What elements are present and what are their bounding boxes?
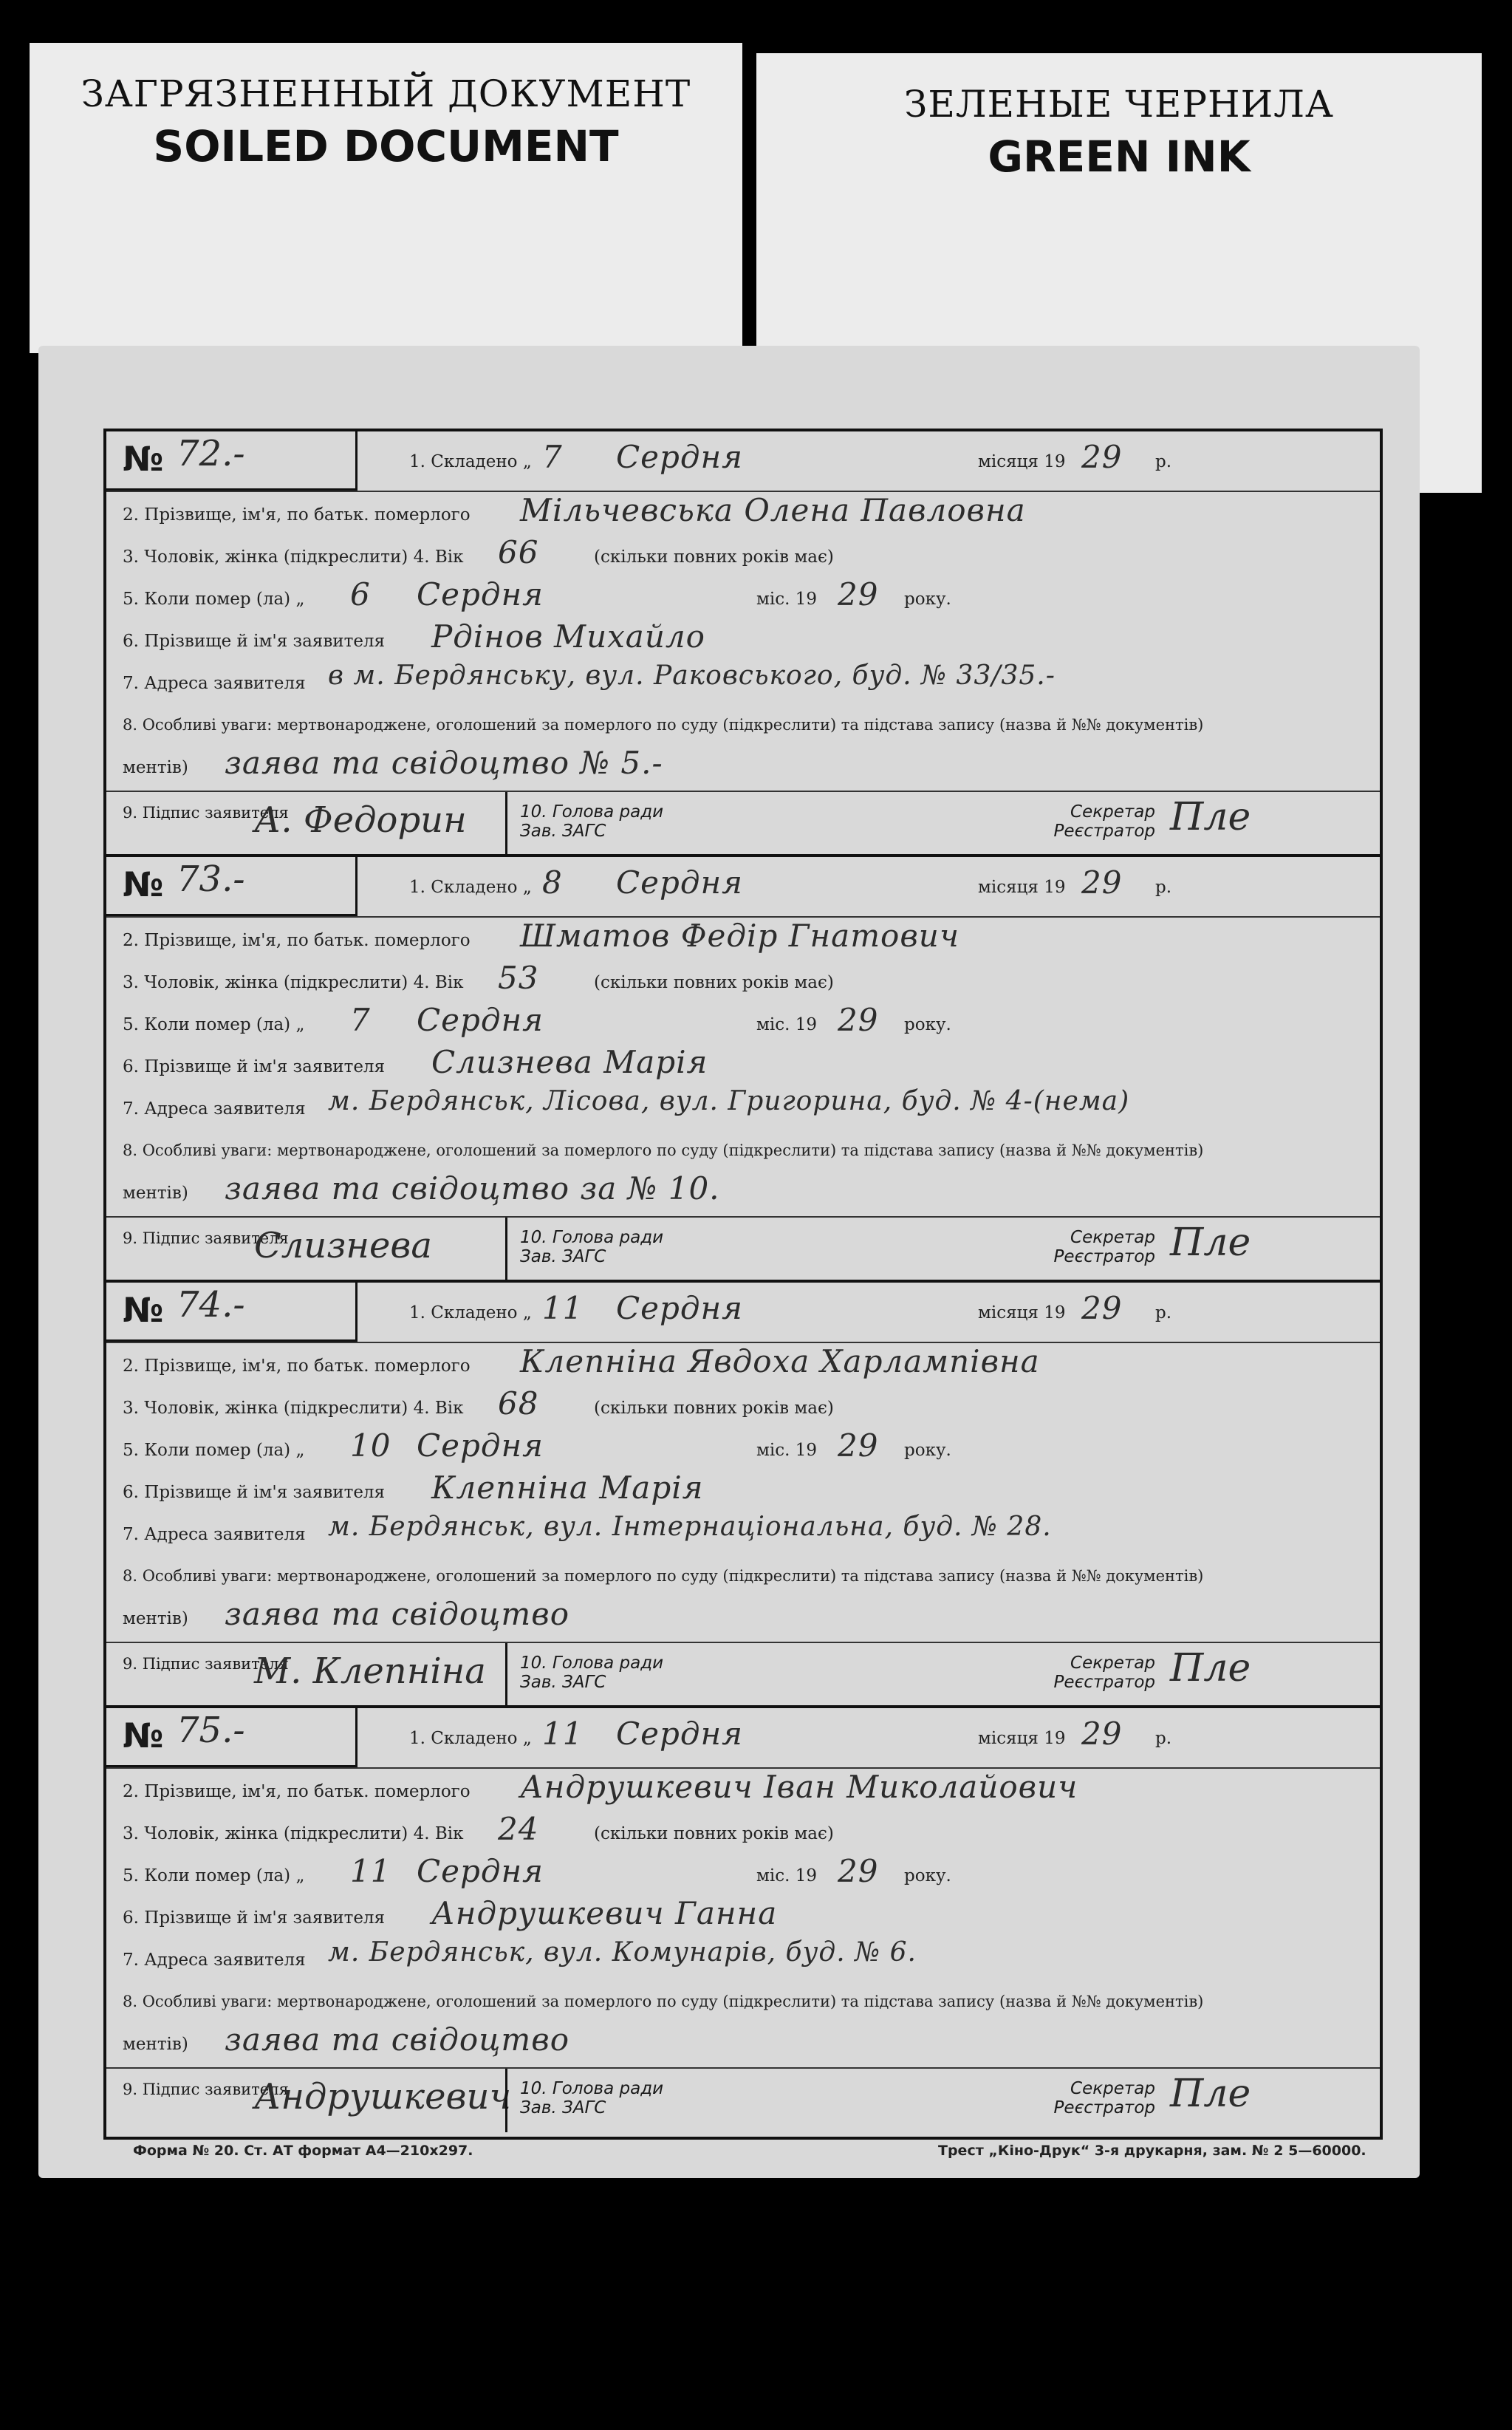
row-deceased-name (106, 1345, 1380, 1387)
death-month: Сердня (417, 576, 544, 612)
applicant-label: 6. Прізвище й ім'я заявителя (123, 1057, 386, 1076)
applicant-label: 6. Прізвище й ім'я заявителя (123, 1483, 386, 1502)
deceased-name-label: 2. Прізвище, ім'я, по батьк. померлого (123, 1356, 471, 1376)
row-death-date (106, 578, 1380, 620)
row-applicant (106, 1045, 1380, 1088)
row-address (106, 662, 1380, 704)
death-year: 29 (838, 1853, 879, 1889)
row-signatures (106, 792, 1380, 856)
registrar-signature: Пле (1170, 2072, 1251, 2116)
head-label (520, 1228, 663, 1266)
notes-value: заява та свідоцтво за № 10. (225, 1170, 720, 1207)
deceased-name-label: 2. Прізвище, ім'я, по батьк. померлого (123, 505, 471, 525)
head-label-a: 10. Голова ради (520, 802, 664, 822)
secretary-label-a: Секретар (1070, 1228, 1155, 1247)
head-label (520, 2079, 663, 2117)
death-record (106, 1283, 1380, 1708)
number-sign: № (123, 1716, 164, 1755)
row-deceased-name (106, 1770, 1380, 1812)
number-sign: № (123, 1290, 164, 1330)
death-register-form (103, 429, 1383, 2140)
age-value: 24 (498, 1811, 539, 1847)
deceased-name-label: 2. Прізвище, ім'я, по батьк. померлого (123, 931, 471, 950)
applicant-name: Андрушкевич Ганна (431, 1895, 778, 1931)
compiled-month: Сердня (616, 1716, 743, 1752)
address-label: 7. Адреса заявителя (123, 1525, 306, 1544)
death-day: 7 (350, 1002, 371, 1038)
applicant-signature: М. Клепніна (254, 1651, 486, 1692)
age-value: 68 (498, 1385, 539, 1422)
register-sheet (38, 346, 1420, 2178)
row-sex-age (106, 961, 1380, 1003)
label-ru-text: ЗЕЛЕНЫЕ ЧЕРНИЛА (904, 83, 1334, 126)
head-label-b: Зав. ЗАГС (520, 822, 606, 841)
age-value: 53 (498, 960, 539, 996)
row-compiled (106, 1717, 1380, 1759)
row-applicant (106, 1897, 1380, 1939)
notes-label: 8. Особливі уваги: мертвонароджене, оголошений за померлого по суду (підкреслити) та підстава запису (назва й №№ документів) (123, 716, 1204, 734)
compiled-day: 8 (542, 864, 563, 901)
death-record (106, 857, 1380, 1283)
row-compiled (106, 440, 1380, 482)
applicant-signature: А. Федорин (254, 799, 467, 841)
notes-label-cont: ментів) (123, 1184, 188, 1203)
death-month-label: міс. 19 (756, 1441, 818, 1460)
form-footer-left: Форма № 20. Ст. АТ формат А4—210х297. (133, 2143, 473, 2159)
deceased-name: Шматов Федір Гнатович (520, 918, 959, 954)
year-suffix: р. (1155, 452, 1172, 471)
head-label (520, 1653, 663, 1692)
registrar-signature: Пле (1170, 1221, 1251, 1265)
month-word-label: місяця 19 (978, 878, 1066, 897)
death-record (106, 1708, 1380, 2134)
row-address (106, 1088, 1380, 1130)
compiled-day: 7 (542, 439, 563, 475)
row-sex-age (106, 1387, 1380, 1429)
applicant-address: м. Бердянськ, вул. Інтернаціональна, буд. № 28. (328, 1512, 1052, 1542)
notes-label-cont: ментів) (123, 2035, 188, 2054)
compiled-year: 29 (1081, 439, 1123, 475)
row-sex-age (106, 536, 1380, 578)
death-record (106, 431, 1380, 857)
soiled-document-label (30, 43, 742, 353)
sex-age-label: 3. Чоловік, жінка (підкреслити) 4. Вік (123, 1399, 464, 1418)
head-label-a: 10. Голова ради (520, 2079, 664, 2098)
row-signatures (106, 1643, 1380, 1707)
compiled-label: 1. Складено „ (409, 452, 532, 471)
row-notes (106, 2023, 1380, 2065)
secretary-label (1030, 2079, 1155, 2117)
month-word-label: місяця 19 (978, 1729, 1066, 1748)
row-death-date (106, 1854, 1380, 1897)
secretary-label-a: Секретар (1070, 2079, 1155, 2098)
registrar-signature: Пле (1170, 1646, 1251, 1690)
compiled-day: 11 (542, 1290, 584, 1326)
deceased-name: Мільчевська Олена Павловна (520, 492, 1026, 528)
notes-label-cont: ментів) (123, 758, 188, 777)
address-label: 7. Адреса заявителя (123, 674, 306, 693)
applicant-address: м. Бердянськ, Лісова, вул. Григорина, буд. № 4-(нема) (328, 1086, 1130, 1116)
death-date-label: 5. Коли помер (ла) „ (123, 1866, 305, 1885)
secretary-label-b: Реєстратор (1053, 2098, 1155, 2117)
row-address (106, 1513, 1380, 1555)
notes-label-cont: ментів) (123, 1609, 188, 1628)
death-year-suffix: року. (904, 1441, 951, 1460)
secretary-label (1030, 1653, 1155, 1692)
registrar-signature: Пле (1170, 795, 1251, 839)
sex-age-label: 3. Чоловік, жінка (підкреслити) 4. Вік (123, 1824, 464, 1843)
applicant-address: м. Бердянськ, вул. Комунарів, буд. № 6. (328, 1937, 917, 1967)
record-number: 74.- (177, 1284, 245, 1325)
death-year-suffix: року. (904, 1866, 951, 1885)
secretary-label (1030, 802, 1155, 841)
month-word-label: місяця 19 (978, 452, 1066, 471)
row-deceased-name (106, 919, 1380, 961)
head-label-a: 10. Голова ради (520, 1228, 664, 1247)
row-compiled (106, 1291, 1380, 1334)
death-month-label: міс. 19 (756, 1015, 818, 1034)
death-month-label: міс. 19 (756, 590, 818, 609)
applicant-name: Клепніна Марія (431, 1470, 704, 1506)
death-month: Сердня (417, 1853, 544, 1889)
row-death-date (106, 1003, 1380, 1045)
head-label (520, 802, 663, 841)
compiled-year: 29 (1081, 1290, 1123, 1326)
row-notes-header (106, 1130, 1380, 1172)
year-suffix: р. (1155, 1729, 1172, 1748)
compiled-year: 29 (1081, 1716, 1123, 1752)
secretary-label (1030, 1228, 1155, 1266)
row-applicant (106, 1471, 1380, 1513)
row-notes (106, 1597, 1380, 1639)
death-year: 29 (838, 1427, 879, 1464)
head-label-a: 10. Голова ради (520, 1653, 664, 1673)
notes-label: 8. Особливі уваги: мертвонароджене, оголошений за померлого по суду (підкреслити) та підстава запису (назва й №№ документів) (123, 1567, 1204, 1585)
death-date-label: 5. Коли помер (ла) „ (123, 1015, 305, 1034)
age-note: (скільки повних років має) (594, 547, 834, 567)
record-number: 72.- (177, 433, 245, 474)
sex-age-label: 3. Чоловік, жінка (підкреслити) 4. Вік (123, 973, 464, 992)
death-day: 10 (350, 1427, 391, 1464)
compiled-month: Сердня (616, 1290, 743, 1326)
notes-value: заява та свідоцтво (225, 2021, 569, 2058)
secretary-label-a: Секретар (1070, 802, 1155, 822)
age-note: (скільки повних років має) (594, 1824, 834, 1843)
row-compiled (106, 866, 1380, 908)
row-notes-header (106, 704, 1380, 746)
applicant-signature: Слизнева (254, 1225, 432, 1266)
number-sign: № (123, 864, 164, 904)
secretary-label-b: Реєстратор (1053, 822, 1155, 841)
notes-value: заява та свідоцтво № 5.- (225, 745, 663, 781)
compiled-day: 11 (542, 1716, 584, 1752)
row-death-date (106, 1429, 1380, 1471)
death-year-suffix: року. (904, 1015, 951, 1034)
label-en-text: SOILED DOCUMENT (153, 121, 619, 171)
applicant-label: 6. Прізвище й ім'я заявителя (123, 1908, 386, 1928)
head-label-b: Зав. ЗАГС (520, 1247, 606, 1266)
death-year: 29 (838, 576, 879, 612)
compiled-label: 1. Складено „ (409, 1303, 532, 1322)
label-en-text: GREEN INK (988, 132, 1251, 182)
applicant-name: Слизнева Марія (431, 1044, 708, 1080)
row-applicant (106, 620, 1380, 662)
death-year-suffix: року. (904, 590, 951, 609)
applicant-label: 6. Прізвище й ім'я заявителя (123, 632, 386, 651)
signature-label: 9. Підпис заявителя (123, 1655, 289, 1673)
row-address (106, 1939, 1380, 1981)
deceased-name: Клепніна Явдоха Харлампівна (520, 1343, 1040, 1379)
applicant-name: Рдінов Михайло (431, 618, 705, 655)
death-date-label: 5. Коли помер (ла) „ (123, 1441, 305, 1460)
row-signatures (106, 1218, 1380, 1281)
year-suffix: р. (1155, 1303, 1172, 1322)
compiled-month: Сердня (616, 864, 743, 901)
notes-label: 8. Особливі уваги: мертвонароджене, оголошений за померлого по суду (підкреслити) та підстава запису (назва й №№ документів) (123, 1993, 1204, 2010)
secretary-label-a: Секретар (1070, 1653, 1155, 1673)
deceased-name-label: 2. Прізвище, ім'я, по батьк. померлого (123, 1782, 471, 1801)
age-note: (скільки повних років має) (594, 973, 834, 992)
label-ru-text: ЗАГРЯЗНЕННЫЙ ДОКУМЕНТ (81, 72, 691, 115)
notes-value: заява та свідоцтво (225, 1596, 569, 1632)
row-deceased-name (106, 494, 1380, 536)
compiled-month: Сердня (616, 439, 743, 475)
year-suffix: р. (1155, 878, 1172, 897)
death-year: 29 (838, 1002, 879, 1038)
record-number: 75.- (177, 1710, 245, 1751)
row-notes-header (106, 1981, 1380, 2023)
deceased-name: Андрушкевич Іван Миколайович (520, 1769, 1078, 1805)
compiled-label: 1. Складено „ (409, 878, 532, 897)
form-footer-right: Трест „Кіно-Друк“ 3-я друкарня, зам. № 2 5—60000. (938, 2143, 1366, 2159)
row-signatures (106, 2069, 1380, 2132)
death-day: 6 (350, 576, 371, 612)
head-label-b: Зав. ЗАГС (520, 1673, 606, 1692)
compiled-label: 1. Складено „ (409, 1729, 532, 1748)
death-month: Сердня (417, 1002, 544, 1038)
compiled-year: 29 (1081, 864, 1123, 901)
address-label: 7. Адреса заявителя (123, 1951, 306, 1970)
applicant-signature: Андрушкевич (254, 2076, 512, 2117)
age-value: 66 (498, 534, 539, 570)
record-number: 73.- (177, 859, 245, 900)
secretary-label-b: Реєстратор (1053, 1673, 1155, 1692)
signature-label: 9. Підпис заявителя (123, 804, 289, 822)
row-sex-age (106, 1812, 1380, 1854)
death-month: Сердня (417, 1427, 544, 1464)
sex-age-label: 3. Чоловік, жінка (підкреслити) 4. Вік (123, 547, 464, 567)
signature-label: 9. Підпис заявителя (123, 1229, 289, 1247)
death-month-label: міс. 19 (756, 1866, 818, 1885)
head-label-b: Зав. ЗАГС (520, 2098, 606, 2117)
age-note: (скільки повних років має) (594, 1399, 834, 1418)
month-word-label: місяця 19 (978, 1303, 1066, 1322)
address-label: 7. Адреса заявителя (123, 1099, 306, 1119)
row-notes (106, 1172, 1380, 1214)
signature-label: 9. Підпис заявителя (123, 2081, 289, 2098)
number-sign: № (123, 439, 164, 479)
row-notes-header (106, 1555, 1380, 1597)
secretary-label-b: Реєстратор (1053, 1247, 1155, 1266)
death-date-label: 5. Коли помер (ла) „ (123, 590, 305, 609)
applicant-address: в м. Бердянську, вул. Раковського, буд. № 33/35.- (328, 661, 1056, 691)
death-day: 11 (350, 1853, 391, 1889)
row-notes (106, 746, 1380, 788)
notes-label: 8. Особливі уваги: мертвонароджене, оголошений за померлого по суду (підкреслити) та підстава запису (назва й №№ документів) (123, 1141, 1204, 1159)
